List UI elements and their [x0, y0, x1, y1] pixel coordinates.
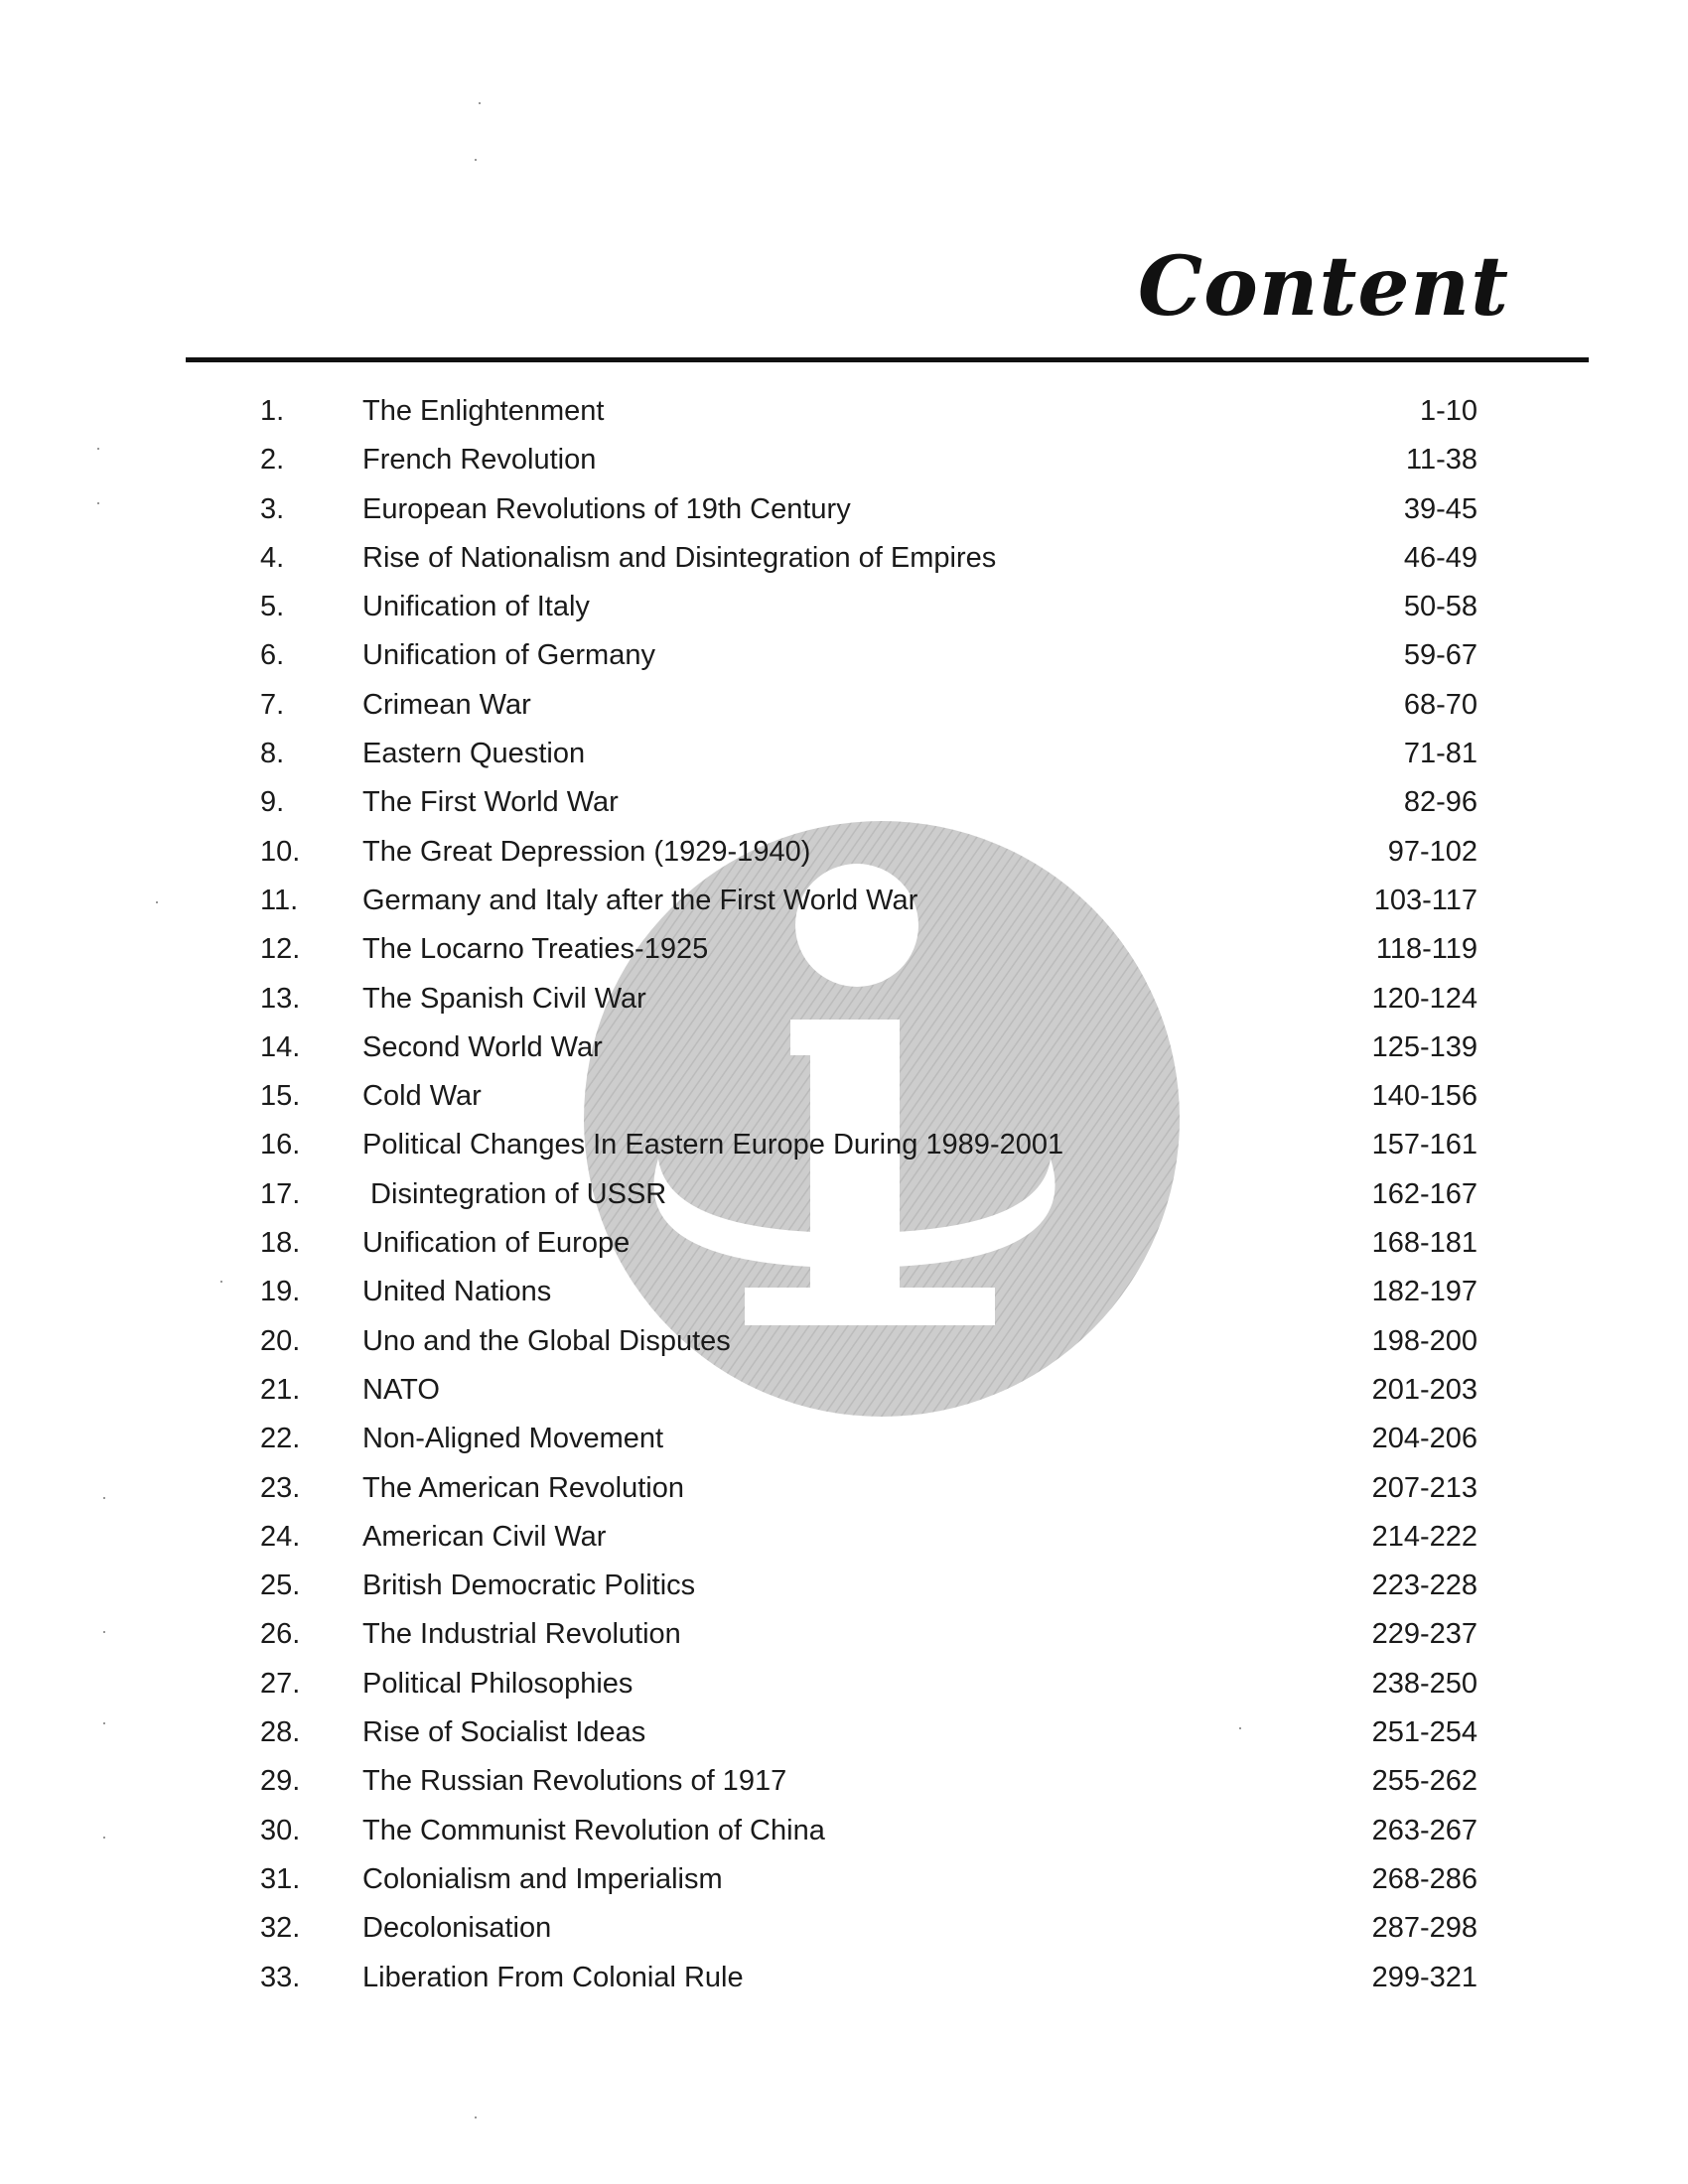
scan-speck: [479, 102, 481, 104]
toc-entry-number: 3.: [260, 492, 285, 525]
toc-entry-pages: 140-156: [1371, 1080, 1477, 1113]
toc-entry-pages: 118-119: [1375, 933, 1477, 966]
toc-entry-number: 30.: [260, 1814, 301, 1846]
toc-entry-pages: 182-197: [1371, 1276, 1477, 1308]
toc-entry-title: The Russian Revolutions of 1917: [362, 1765, 787, 1798]
toc-entry-number: 9.: [260, 786, 285, 819]
toc-entry-pages: 82-96: [1403, 786, 1477, 819]
toc-entry-pages: 201-203: [1371, 1373, 1477, 1406]
toc-entry-title: Eastern Question: [362, 738, 586, 770]
toc-entry-number: 26.: [260, 1618, 301, 1651]
toc-entry: [0, 1366, 1688, 1415]
toc-entry-pages: 207-213: [1371, 1471, 1477, 1504]
toc-entry: [0, 583, 1688, 631]
toc-entry-pages: 223-228: [1371, 1570, 1477, 1602]
toc-entry: [0, 975, 1688, 1024]
toc-entry-number: 15.: [260, 1080, 301, 1113]
toc-entry-number: 20.: [260, 1324, 301, 1357]
toc-entry: [0, 436, 1688, 484]
toc-entry-number: 23.: [260, 1471, 301, 1504]
toc-entry: [0, 534, 1688, 583]
toc-entry-number: 5.: [260, 591, 285, 623]
toc-entry-number: 11.: [260, 884, 299, 916]
toc-entry: [0, 1513, 1688, 1562]
toc-entry-title: The First World War: [362, 786, 619, 819]
toc-entry-title: French Revolution: [362, 444, 597, 477]
toc-entry-pages: 268-286: [1371, 1862, 1477, 1895]
toc-entry-number: 24.: [260, 1520, 301, 1553]
toc-entry: [0, 1268, 1688, 1316]
toc-entry: [0, 631, 1688, 680]
toc-entry-pages: 229-237: [1371, 1618, 1477, 1651]
toc-entry-pages: 263-267: [1371, 1814, 1477, 1846]
toc-entry-number: 2.: [260, 444, 285, 477]
toc-entry-title: The Enlightenment: [362, 395, 605, 427]
toc-entry-pages: 120-124: [1371, 982, 1477, 1015]
toc-entry-title: Rise of Socialist Ideas: [362, 1716, 646, 1749]
toc-entry-title: The Spanish Civil War: [362, 982, 646, 1015]
toc-entry-title: The Locarno Treaties-1925: [362, 933, 709, 966]
toc-entry-number: 7.: [260, 688, 285, 721]
toc-entry: [0, 778, 1688, 827]
toc-entry-number: 1.: [260, 395, 285, 427]
toc-entry: [0, 1855, 1688, 1904]
toc-entry-pages: 299-321: [1371, 1961, 1477, 1993]
toc-entry: [0, 1904, 1688, 1953]
title-divider: [186, 357, 1589, 362]
toc-entry: [0, 1219, 1688, 1268]
toc-entry-number: 16.: [260, 1129, 301, 1161]
toc-entry: [0, 828, 1688, 877]
toc-entry-title: Second World War: [362, 1030, 603, 1063]
table-of-contents: [0, 387, 1688, 2002]
toc-entry-pages: 214-222: [1371, 1520, 1477, 1553]
toc-entry-number: 12.: [260, 933, 301, 966]
toc-entry-pages: 125-139: [1371, 1030, 1477, 1063]
toc-entry-title: Unification of Italy: [362, 591, 590, 623]
toc-entry-number: 29.: [260, 1765, 301, 1798]
toc-entry-pages: 59-67: [1403, 639, 1477, 672]
toc-entry-pages: 39-45: [1403, 492, 1477, 525]
toc-entry: [0, 387, 1688, 436]
toc-entry-pages: 1-10: [1419, 395, 1477, 427]
toc-entry-number: 21.: [260, 1373, 301, 1406]
toc-entry-pages: 97-102: [1387, 835, 1477, 868]
toc-entry-number: 10.: [260, 835, 301, 868]
toc-entry-title: Uno and the Global Disputes: [362, 1324, 731, 1357]
toc-entry-number: 6.: [260, 639, 285, 672]
page-title: Content: [1137, 239, 1509, 335]
toc-entry-number: 4.: [260, 541, 285, 574]
toc-entry: [0, 877, 1688, 925]
toc-entry: [0, 681, 1688, 730]
toc-entry: [0, 1562, 1688, 1610]
toc-entry: [0, 1415, 1688, 1463]
toc-entry-pages: 168-181: [1371, 1227, 1477, 1260]
toc-entry-title: European Revolutions of 19th Century: [362, 492, 851, 525]
toc-entry: [0, 1660, 1688, 1708]
toc-entry: [0, 1610, 1688, 1659]
scan-speck: [475, 159, 477, 161]
toc-entry-pages: 46-49: [1403, 541, 1477, 574]
toc-entry: [0, 925, 1688, 974]
toc-entry: [0, 1708, 1688, 1757]
toc-entry-title: Disintegration of USSR: [362, 1177, 667, 1210]
toc-entry-pages: 11-38: [1405, 444, 1477, 477]
toc-entry: [0, 1317, 1688, 1366]
toc-entry: [0, 1954, 1688, 2002]
toc-entry-number: 17.: [260, 1177, 301, 1210]
toc-entry-number: 32.: [260, 1912, 301, 1945]
toc-entry-pages: 238-250: [1371, 1667, 1477, 1700]
toc-entry-title: Political Changes In Eastern Europe During 1989-2001: [362, 1129, 1064, 1161]
toc-entry-title: Colonialism and Imperialism: [362, 1862, 723, 1895]
toc-entry: [0, 1757, 1688, 1806]
toc-entry-title: The Communist Revolution of China: [362, 1814, 825, 1846]
toc-entry: [0, 485, 1688, 534]
toc-entry-number: 28.: [260, 1716, 301, 1749]
toc-entry-pages: 162-167: [1371, 1177, 1477, 1210]
toc-entry-title: United Nations: [362, 1276, 552, 1308]
toc-entry: [0, 730, 1688, 778]
toc-entry-number: 33.: [260, 1961, 301, 1993]
toc-entry-title: The Great Depression (1929-1940): [362, 835, 811, 868]
toc-entry-title: Rise of Nationalism and Disintegration of Empires: [362, 541, 997, 574]
toc-entry-title: Liberation From Colonial Rule: [362, 1961, 744, 1993]
toc-entry-pages: 50-58: [1403, 591, 1477, 623]
toc-entry-title: Decolonisation: [362, 1912, 552, 1945]
toc-entry-pages: 157-161: [1371, 1129, 1477, 1161]
toc-entry: [0, 1464, 1688, 1513]
toc-entry-number: 8.: [260, 738, 285, 770]
toc-entry-title: The American Revolution: [362, 1471, 684, 1504]
toc-entry-title: NATO: [362, 1373, 440, 1406]
toc-entry-number: 13.: [260, 982, 301, 1015]
toc-entry-number: 19.: [260, 1276, 301, 1308]
toc-entry: [0, 1170, 1688, 1219]
toc-entry: [0, 1024, 1688, 1072]
toc-entry-pages: 287-298: [1371, 1912, 1477, 1945]
toc-entry-title: Germany and Italy after the First World War: [362, 884, 918, 916]
toc-entry-pages: 71-81: [1403, 738, 1477, 770]
toc-entry-number: 14.: [260, 1030, 301, 1063]
toc-entry-number: 31.: [260, 1862, 301, 1895]
toc-entry-number: 25.: [260, 1570, 301, 1602]
toc-entry-pages: 204-206: [1371, 1423, 1477, 1455]
scan-speck: [475, 2116, 477, 2118]
toc-entry-title: British Democratic Politics: [362, 1570, 696, 1602]
toc-entry-pages: 103-117: [1373, 884, 1477, 916]
toc-entry: [0, 1121, 1688, 1169]
toc-entry: [0, 1072, 1688, 1121]
toc-entry-title: Unification of Europe: [362, 1227, 631, 1260]
toc-entry-title: The Industrial Revolution: [362, 1618, 681, 1651]
toc-entry-pages: 255-262: [1371, 1765, 1477, 1798]
toc-entry-title: Crimean War: [362, 688, 531, 721]
toc-entry-title: Political Philosophies: [362, 1667, 633, 1700]
toc-entry-title: Unification of Germany: [362, 639, 655, 672]
toc-entry: [0, 1807, 1688, 1855]
toc-entry-title: Cold War: [362, 1080, 482, 1113]
toc-entry-title: American Civil War: [362, 1520, 607, 1553]
toc-entry-number: 27.: [260, 1667, 301, 1700]
toc-entry-number: 22.: [260, 1423, 301, 1455]
toc-entry-pages: 198-200: [1371, 1324, 1477, 1357]
toc-entry-number: 18.: [260, 1227, 301, 1260]
toc-entry-title: Non-Aligned Movement: [362, 1423, 664, 1455]
toc-entry-pages: 68-70: [1403, 688, 1477, 721]
toc-entry-pages: 251-254: [1371, 1716, 1477, 1749]
